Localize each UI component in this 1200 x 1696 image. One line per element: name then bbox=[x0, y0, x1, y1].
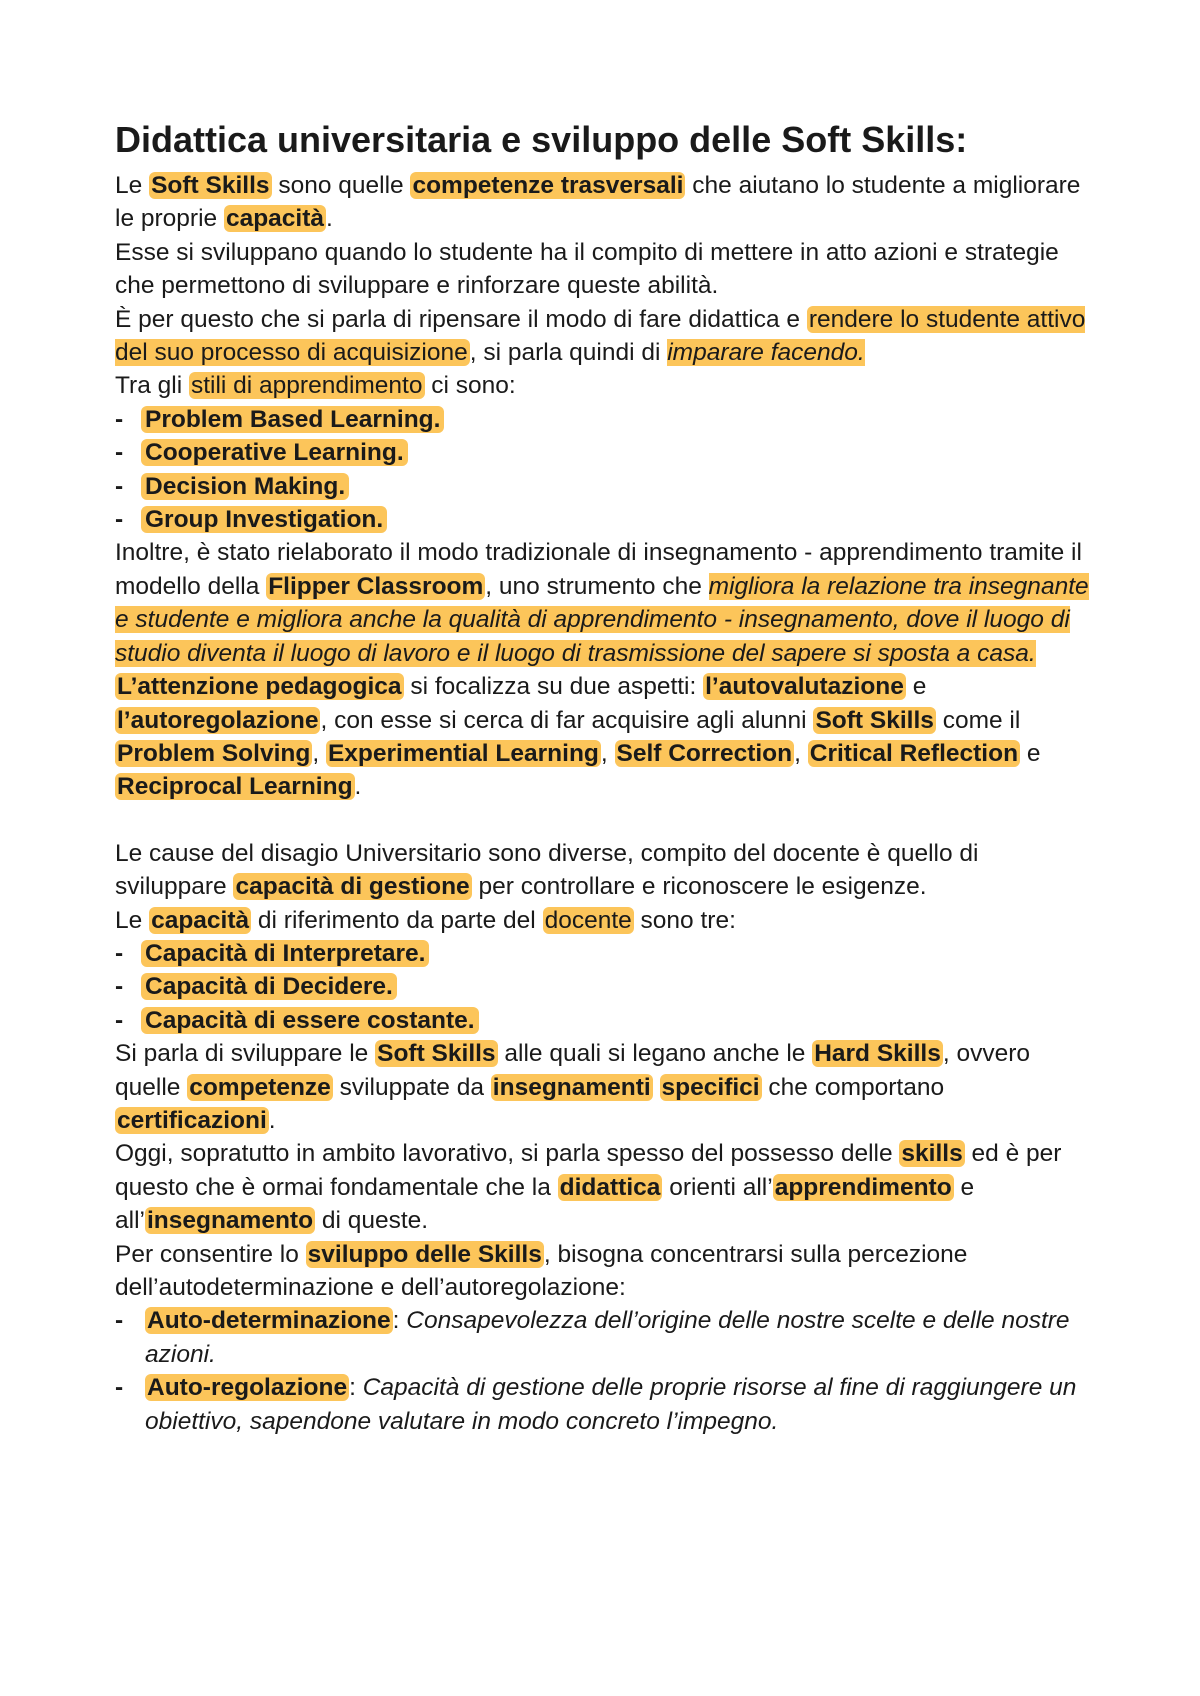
document-text bbox=[115, 169, 1095, 1438]
list-item bbox=[115, 403, 1095, 436]
text-run: , uno strumento che bbox=[485, 572, 709, 600]
text-run: di riferimento da parte del bbox=[251, 906, 543, 934]
list-item-label: Capacità di Decidere. bbox=[141, 973, 397, 1000]
highlight: stili di apprendimento bbox=[190, 372, 423, 400]
dash: - bbox=[115, 439, 124, 467]
dash: - bbox=[115, 1307, 124, 1335]
highlight: Reciprocal Learning bbox=[117, 773, 353, 801]
list-item bbox=[115, 970, 1095, 1003]
list-item-label: Problem Based Learning. bbox=[141, 406, 444, 433]
paragraph-rethink bbox=[115, 303, 1095, 370]
highlight: L’attenzione pedagogica bbox=[117, 673, 402, 701]
text-run: , bisogna concentrarsi sulla percezione dell’autodeterminazione e dell’autoregolazione: bbox=[115, 1240, 968, 1301]
text-run: di queste. bbox=[315, 1207, 429, 1235]
text-run: . bbox=[268, 1106, 276, 1134]
text-run: che aiutano lo studente a migliorare le proprie bbox=[115, 172, 1081, 233]
highlight: competenze bbox=[189, 1073, 331, 1101]
highlight: Flipper Classroom bbox=[268, 572, 484, 600]
highlight: sviluppo delle Skills bbox=[307, 1240, 542, 1268]
text-run: e bbox=[905, 673, 927, 701]
text-run: , bbox=[312, 739, 326, 767]
text-run: sviluppate da bbox=[332, 1073, 491, 1101]
paragraph-pedagogy bbox=[115, 670, 1095, 804]
highlight: capacità bbox=[225, 205, 325, 233]
highlight: Soft Skills bbox=[151, 172, 270, 199]
paragraph-development: Esse si sviluppano quando lo studente ha il compito di mettere in atto azioni e strategie che permettono di sviluppare e rinforzare queste abilità. bbox=[115, 238, 1059, 300]
list-item-label: Cooperative Learning. bbox=[141, 439, 408, 466]
definition-text: Consapevolezza dell’origine delle nostre scelte e delle nostre azioni. bbox=[145, 1307, 1070, 1368]
list-item bbox=[115, 1304, 1095, 1371]
definitions-list bbox=[115, 1304, 1095, 1438]
highlight: insegnamento bbox=[146, 1207, 314, 1235]
highlight: migliora la relazione tra insegnante e studente e migliora anche la qualità di apprendimento - insegnamento, dove il luogo di studio diventa il luogo di lavoro e il luogo di trasmissione del sapere si sposta a casa. bbox=[115, 572, 1089, 667]
definition-text: Capacità di gestione delle proprie risorse al fine di raggiungere un obiettivo, sapendone valutare in modo concreto l’impegno. bbox=[145, 1374, 1077, 1435]
definition-term: Auto-regolazione bbox=[147, 1374, 348, 1402]
text-run: per controllare e riconoscere le esigenze. bbox=[471, 873, 927, 901]
highlight: Experimential Learning bbox=[327, 739, 599, 767]
highlight: Critical Reflection bbox=[809, 739, 1019, 767]
definition-term: Auto-determinazione bbox=[147, 1307, 391, 1335]
paragraph-flipped bbox=[115, 536, 1095, 670]
text-run: : bbox=[392, 1307, 407, 1335]
paragraph-spacer bbox=[115, 804, 1095, 837]
text-run: Oggi, sopratutto in ambito lavorativo, si parla spesso del possesso delle bbox=[115, 1140, 900, 1168]
highlight: Soft Skills bbox=[377, 1040, 496, 1068]
highlight: capacità di gestione bbox=[235, 873, 470, 901]
capacities-list bbox=[115, 937, 1095, 1037]
text-run: . bbox=[354, 773, 362, 801]
dash: - bbox=[115, 1374, 124, 1402]
highlight: certificazioni bbox=[117, 1106, 267, 1134]
highlight: apprendimento bbox=[774, 1173, 952, 1201]
dash: - bbox=[115, 1006, 124, 1034]
text-run: , bbox=[794, 739, 808, 767]
list-item-label: Group Investigation. bbox=[141, 506, 387, 533]
text-run: . bbox=[326, 205, 333, 233]
paragraph-hard-skills bbox=[115, 1037, 1095, 1137]
highlight: competenze trasversali bbox=[412, 172, 684, 199]
learning-styles-list bbox=[115, 403, 1095, 537]
text-run: ed è per questo che è ormai fondamentale che la bbox=[115, 1140, 1062, 1201]
paragraph-intro bbox=[115, 169, 1095, 236]
text-run: Le cause del disagio Universitario sono diverse, compito del docente è quello di sviluppare bbox=[115, 839, 979, 901]
text-run: sono tre: bbox=[633, 906, 736, 934]
text-run: Inoltre, è stato rielaborato il modo tradizionale di insegnamento - apprendimento tramite il modello della bbox=[115, 539, 1082, 600]
text-run: È per questo che si parla di ripensare il modo di fare didattica e bbox=[115, 305, 807, 333]
text-run: che comportano bbox=[761, 1073, 945, 1101]
document-body bbox=[115, 115, 1095, 1438]
highlight: specifici bbox=[661, 1073, 760, 1101]
highlight: skills bbox=[901, 1140, 963, 1168]
highlight: Problem Solving bbox=[117, 739, 311, 767]
text-run: , si parla quindi di bbox=[469, 339, 668, 367]
dash: - bbox=[115, 939, 124, 967]
list-item bbox=[115, 937, 1095, 970]
dash: - bbox=[115, 472, 124, 500]
page-title: Didattica universitaria e sviluppo delle Soft Skills: bbox=[115, 119, 968, 160]
dash: - bbox=[115, 405, 124, 433]
list-item bbox=[115, 1371, 1095, 1438]
paragraph-causes bbox=[115, 837, 1095, 904]
text-run: ci sono: bbox=[424, 372, 516, 400]
text-run: Tra gli bbox=[115, 372, 189, 400]
highlight: imparare facendo. bbox=[667, 339, 865, 367]
text-run: , con esse si cerca di far acquisire agli alunni bbox=[320, 706, 814, 734]
text-run: Si parla di sviluppare le bbox=[115, 1040, 376, 1068]
text-run: alle quali si legano anche le bbox=[497, 1040, 813, 1068]
paragraph-capacities bbox=[115, 904, 1095, 937]
highlight: Self Correction bbox=[616, 739, 793, 767]
list-item-label: Capacità di Interpretare. bbox=[141, 940, 429, 967]
text-run: Le bbox=[115, 906, 150, 934]
highlight: Hard Skills bbox=[814, 1040, 941, 1068]
paragraph-today bbox=[115, 1137, 1095, 1237]
text-run: sono quelle bbox=[271, 172, 411, 199]
text-run bbox=[653, 1074, 660, 1101]
text-run: e all’ bbox=[115, 1173, 975, 1235]
list-item-label: Capacità di essere costante. bbox=[141, 1007, 479, 1034]
highlight: didattica bbox=[559, 1173, 661, 1201]
dash: - bbox=[115, 973, 124, 1001]
highlight: rendere lo studente attivo del suo processo di acquisizione bbox=[115, 305, 1086, 367]
highlight: l’autovalutazione bbox=[705, 673, 904, 701]
dash: - bbox=[115, 506, 124, 534]
highlight: insegnamenti bbox=[492, 1073, 651, 1101]
list-item bbox=[115, 503, 1095, 536]
text-run: si focalizza su due aspetti: bbox=[403, 673, 704, 701]
highlight: l’autoregolazione bbox=[117, 706, 319, 734]
text-run: : bbox=[349, 1374, 363, 1402]
list-item-label: Decision Making. bbox=[141, 473, 349, 500]
highlight: capacità bbox=[151, 906, 250, 934]
highlight: docente bbox=[544, 906, 632, 934]
list-item bbox=[115, 1004, 1095, 1037]
paragraph-perception bbox=[115, 1238, 1095, 1305]
highlight: Soft Skills bbox=[815, 706, 934, 734]
text-run: e bbox=[1020, 739, 1041, 767]
text-run: orienti all’ bbox=[662, 1173, 773, 1201]
list-item bbox=[115, 436, 1095, 469]
text-run: , ovvero quelle bbox=[115, 1040, 1030, 1101]
text-run: , bbox=[600, 739, 615, 767]
text-run: come il bbox=[935, 706, 1021, 734]
text-run: Per consentire lo bbox=[115, 1240, 306, 1268]
paragraph-styles bbox=[115, 369, 1095, 402]
list-item bbox=[115, 470, 1095, 503]
text-run: Le bbox=[115, 172, 150, 199]
